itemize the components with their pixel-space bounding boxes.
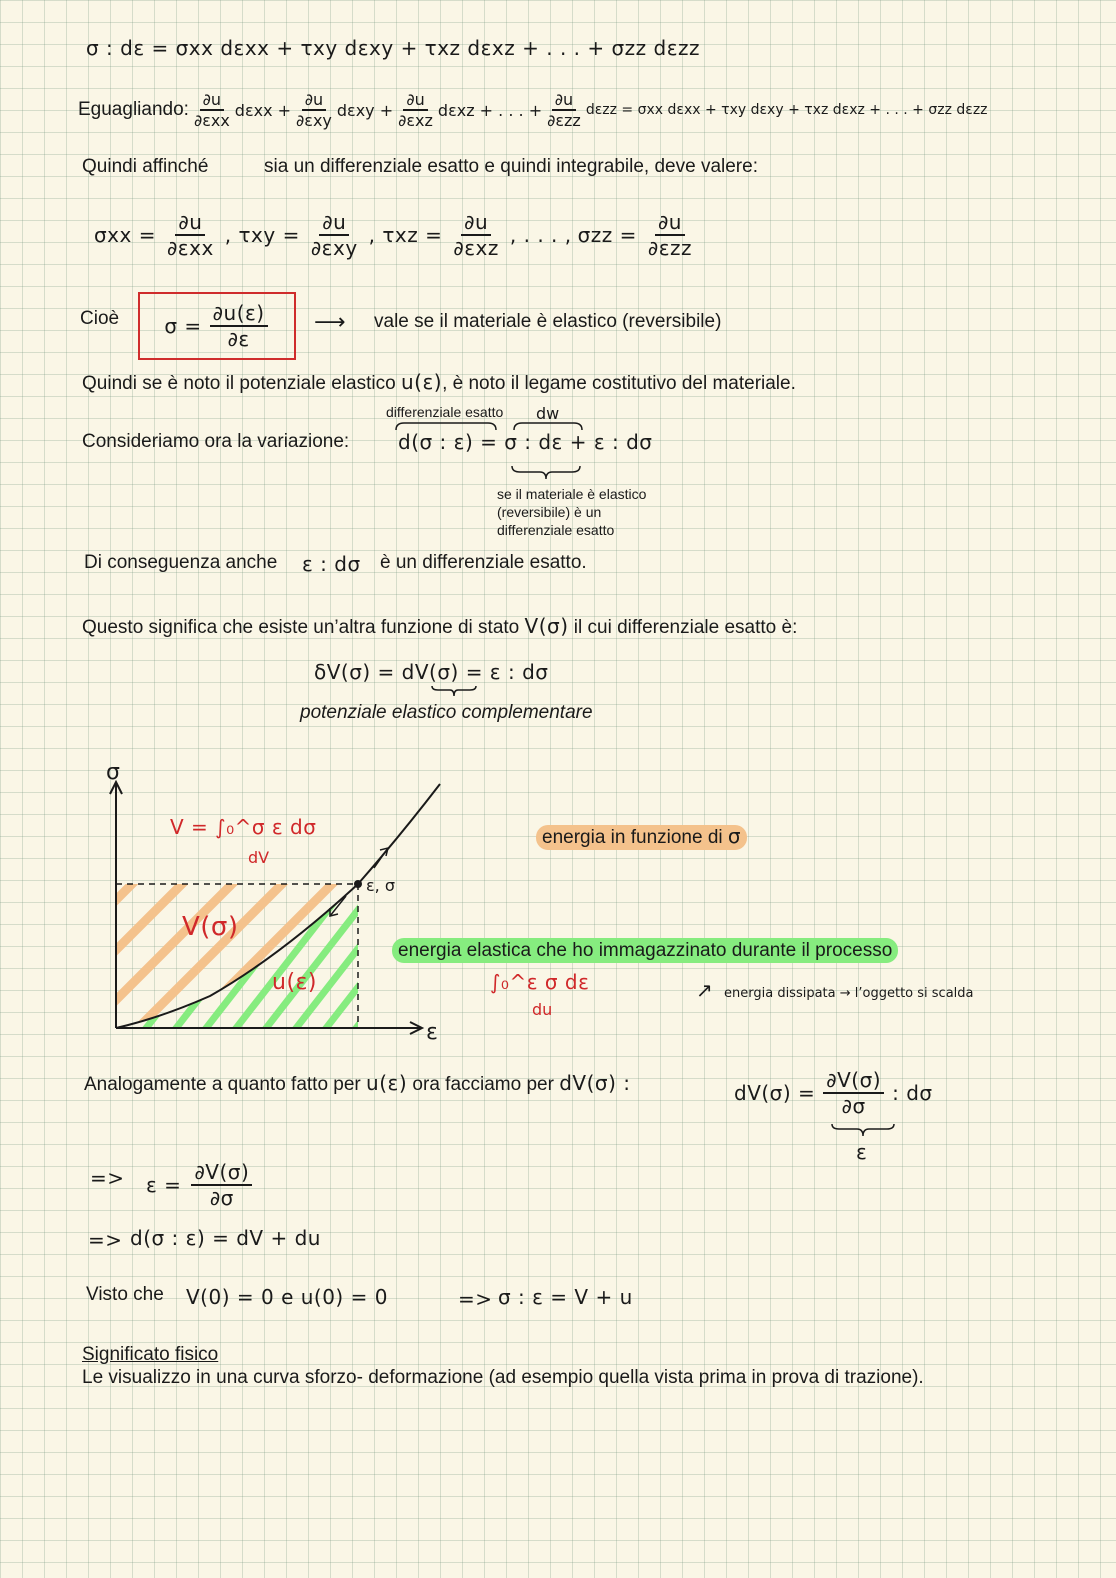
- term: dεxx +: [234, 100, 292, 120]
- underbrace: [830, 1122, 896, 1138]
- stress-strain-graph: [80, 756, 460, 1056]
- implies-arrow: =>: [90, 1166, 125, 1190]
- point-label: ε, σ: [366, 876, 395, 895]
- dv-equation: dV(σ) = $\frac{\partial V(\sigma)}{\partial\sigma}$ : dσ: [734, 1068, 933, 1118]
- fraction: $\frac{\partial u(\varepsilon)}{\partial\varepsilon}$: [210, 301, 268, 351]
- energy-sum-equation: σ : ε = V + u: [498, 1285, 633, 1309]
- v-formula: V = ∫₀^σ ε dσ: [170, 815, 317, 839]
- orange-label: energia in funzione di σ: [536, 824, 747, 849]
- initial-conditions: V(0) = 0 e u(0) = 0: [186, 1285, 388, 1309]
- sigma-axis-label: σ: [106, 760, 121, 785]
- u-formula: ∫₀^ε σ dε: [490, 970, 590, 994]
- dissipated-energy-note: energia dissipata → l’oggetto si scalda: [724, 986, 974, 1001]
- conseguenza-pre: Di conseguenza anche: [84, 552, 278, 573]
- green-label: energia elastica che ho immagazzinato durante il processo: [392, 940, 898, 962]
- fraction: $\frac{\partial u}{\text{∂εxz}}$: [453, 210, 499, 260]
- loading-arrow: [374, 848, 388, 868]
- total-differential-equation: d(σ : ε) = dV + du: [130, 1226, 321, 1250]
- conseguenza-sym: ε : dσ: [302, 552, 361, 576]
- equation-top: σ : dε = σxx dεxx + τxy dεxy + τxz dεxz + . . . + σzz dεzz: [86, 36, 701, 60]
- variazione-equation: d(σ : ε) = σ : dε + ε : dσ: [398, 430, 653, 454]
- v-area-label: V(σ): [182, 912, 239, 942]
- constitutive-box: σ = $\frac{\partial u(\varepsilon)}{\partial\varepsilon}$: [138, 292, 296, 360]
- fraction: $\frac{\partial u}{\text{∂εxz}}$: [398, 90, 433, 130]
- visto-che-label: Visto che: [86, 1284, 164, 1305]
- eps-axis-label: ε: [426, 1020, 439, 1045]
- significato-title: Significato fisico: [82, 1344, 219, 1365]
- u-formula-under: du: [532, 1000, 553, 1019]
- fraction: $\frac{\partial V(\sigma)}{\partial\sigma}$: [191, 1160, 252, 1210]
- dw-label: dw: [536, 404, 560, 423]
- eguagliando-label: Eguagliando:: [78, 99, 189, 120]
- fraction: $\frac{\partial u}{\text{∂εzz}}$: [547, 90, 581, 130]
- underbrace: [510, 464, 582, 482]
- arrow-icon: ⟶: [314, 310, 347, 335]
- fraction: $\frac{\partial u}{\text{∂εzz}}$: [647, 210, 693, 260]
- term: dεxy +: [336, 100, 394, 120]
- differenziale-esatto-label: differenziale esatto: [386, 404, 504, 420]
- term: dεxz + . . . +: [437, 100, 543, 120]
- complementary-potential-caption: potenziale elastico complementare: [300, 702, 593, 723]
- implies-arrow: =>: [458, 1287, 493, 1311]
- implies-arrow: =>: [88, 1228, 123, 1252]
- underbrace: [430, 684, 478, 698]
- conseguenza-post: è un differenziale esatto.: [380, 552, 587, 573]
- variazione-note: se il materiale è elastico (reversibile) è un differenziale esatto: [497, 486, 647, 538]
- cioe-label: Cioè: [80, 308, 120, 329]
- u-area-label: u(ε): [272, 970, 318, 995]
- cioe-note: vale se il materiale è elastico (reversibile): [374, 311, 722, 332]
- arrow-up-right-icon: ↗: [696, 978, 713, 1002]
- fraction: $\frac{\partial u}{\text{∂εxy}}$: [310, 210, 358, 260]
- significato-text: Le visualizzo in una curva sforzo- deformazione (ad esempio quella vista prima in prova di trazione).: [82, 1367, 924, 1388]
- quindi-affinche-post: sia un differenziale esatto e quindi integrabile, deve valere:: [264, 156, 758, 177]
- fraction: $\frac{\partial V(\sigma)}{\partial\sigma}$: [823, 1068, 884, 1118]
- significa-line: Questo significa che esiste un’altra funzione di stato V(σ) il cui differenziale esatto è:: [82, 614, 798, 638]
- fraction: $\frac{\partial u}{\text{∂εxy}}$: [296, 90, 332, 130]
- v-formula-under: dV: [248, 848, 270, 867]
- epsilon-equation: ε = $\frac{\partial V(\sigma)}{\partial\sigma}$: [146, 1160, 254, 1210]
- component-equations: σxx = $\frac{\partial u}{\text{∂εxx}}$ , τxy = $\frac{\partial u}{\text{∂εxy}}$ , τxz = $\frac{\partial u}{\text{∂εxz}}$ , . . . , σzz = $\frac{\partial u}{\text{∂εzz}}$: [94, 210, 697, 260]
- variazione-label: Consideriamo ora la variazione:: [82, 431, 350, 452]
- brace-symbol: ε: [856, 1140, 868, 1164]
- analogamente-line: Analogamente a quanto fatto per u(ε) ora facciamo per dV(σ) :: [84, 1071, 631, 1095]
- fraction: $\frac{\partial u}{\text{∂εxx}}$: [166, 210, 214, 260]
- eguagliando-line: [78, 90, 988, 130]
- state-point: [354, 880, 362, 888]
- fraction: $\frac{\partial u}{\text{∂εxx}}$: [193, 90, 230, 130]
- term: dεzz = σxx dεxx + τxy dεxy + τxz dεxz + . . . + σzz dεzz: [585, 102, 988, 118]
- delta-v-equation: δV(σ) = dV(σ) = ε : dσ: [314, 660, 549, 684]
- quindi-affinche-pre: Quindi affinché: [82, 156, 209, 177]
- quindi-noto-line: Quindi se è noto il potenziale elastico u(ε), è noto il legame costitutivo del materiale.: [82, 370, 796, 394]
